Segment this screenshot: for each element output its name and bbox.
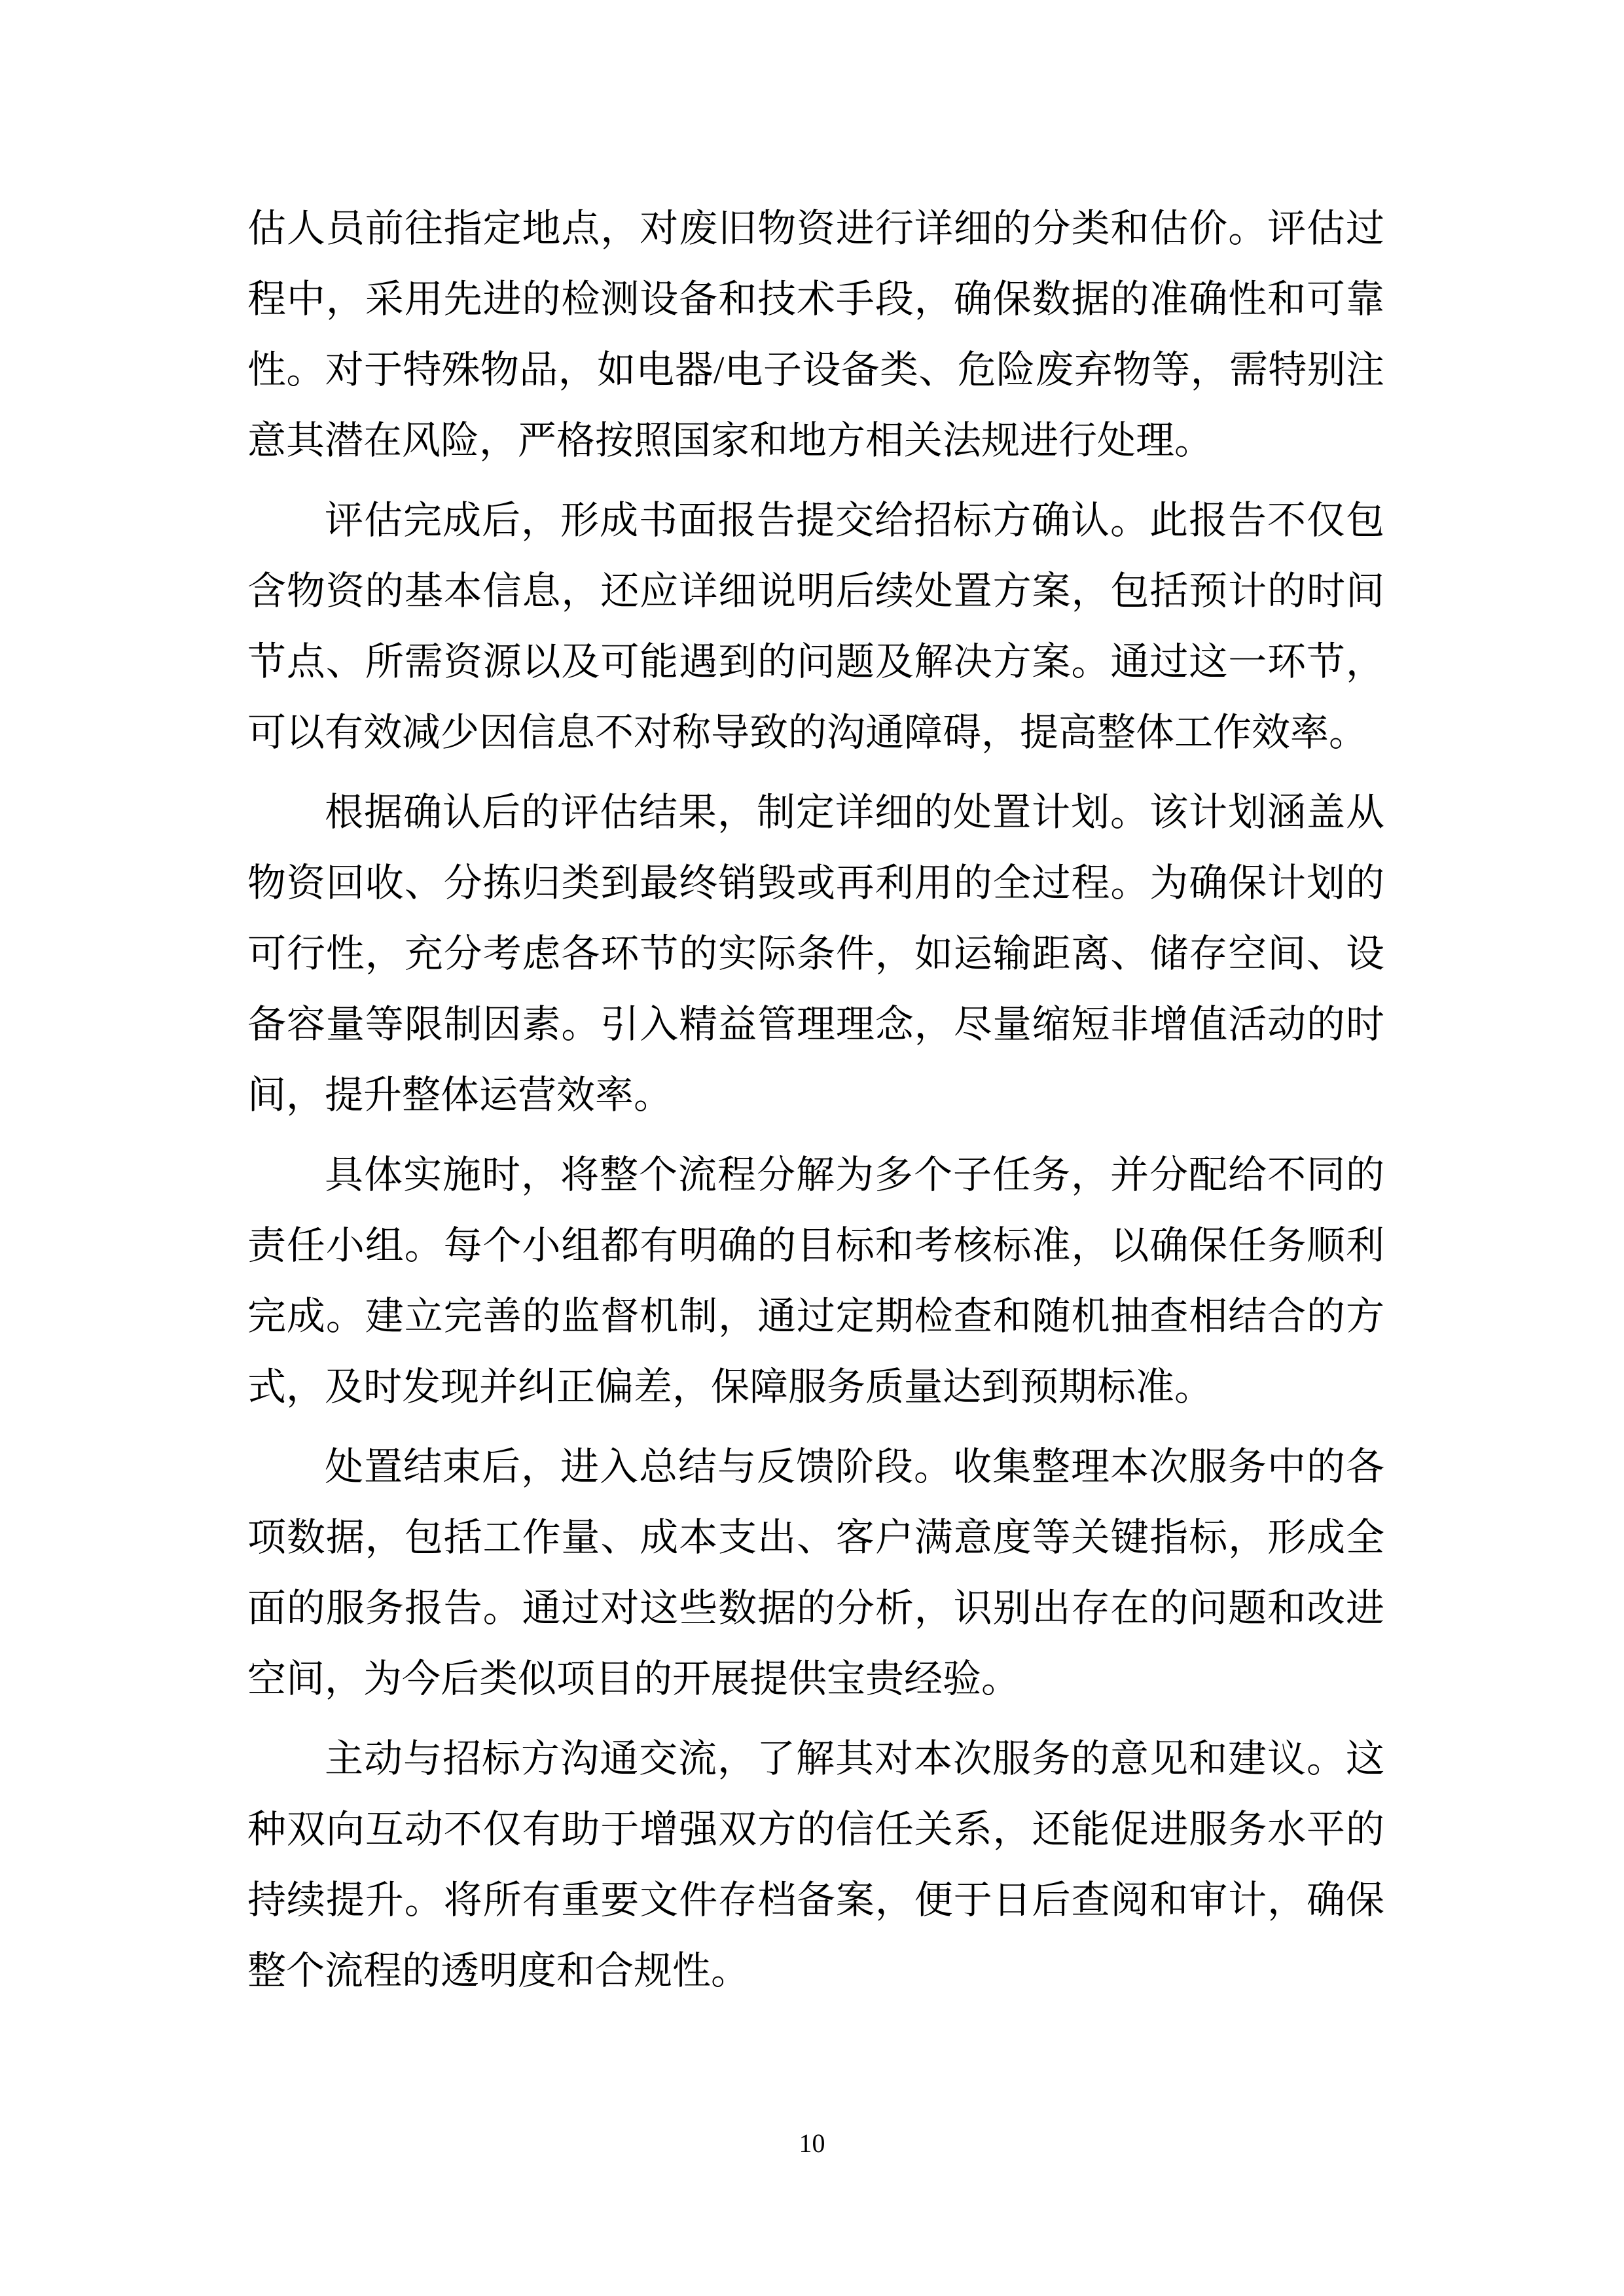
paragraph [247, 193, 1384, 476]
paragraph [247, 1431, 1384, 1714]
text-line: 可以有效减少因信息不对称导致的沟通障碍，提高整体工作效率。 [247, 711, 1368, 754]
text-line: 整个流程的透明度和合规性。 [247, 1949, 750, 1992]
text-line: 物资回收、分拣归类到最终销毁或再利用的全过程。为确保计划的 [247, 861, 1384, 905]
text-line: 评估完成后，形成书面报告提交给招标方确认。此报告不仅包 [325, 499, 1384, 542]
text-line: 式，及时发现并纠正偏差，保障服务质量达到预期标准。 [247, 1365, 1214, 1408]
document-body [247, 193, 1384, 2006]
text-line: 完成。建立完善的监督机制，通过定期检查和随机抽查相结合的方 [247, 1295, 1384, 1338]
text-line: 根据确认后的评估结果，制定详细的处置计划。该计划涵盖从 [325, 791, 1384, 834]
text-line: 项数据，包括工作量、成本支出、客户满意度等关键指标，形成全 [247, 1516, 1384, 1559]
paragraph [247, 1139, 1384, 1422]
text-line: 处置结束后，进入总结与反馈阶段。收集整理本次服务中的各 [325, 1445, 1384, 1488]
text-line: 间，提升整体运营效率。 [247, 1073, 673, 1117]
text-line: 程中，采用先进的检测设备和技术手段，确保数据的准确性和可靠 [247, 278, 1384, 321]
text-line: 持续提升。将所有重要文件存档备案，便于日后查阅和审计，确保 [247, 1878, 1384, 1922]
text-line: 面的服务报告。通过对这些数据的分析，识别出存在的问题和改进 [247, 1587, 1384, 1630]
text-line: 节点、所需资源以及可能遇到的问题及解决方案。通过这一环节， [247, 640, 1384, 683]
paragraph [247, 777, 1384, 1130]
text-line: 空间，为今后类似项目的开展提供宝贵经验。 [247, 1657, 1020, 1700]
text-line: 含物资的基本信息，还应详细说明后续处置方案，包括预计的时间 [247, 569, 1384, 613]
text-line: 具体实施时，将整个流程分解为多个子任务，并分配给不同的 [325, 1153, 1384, 1196]
text-line: 主动与招标方沟通交流，了解其对本次服务的意见和建议。这 [325, 1737, 1384, 1780]
paragraph [247, 1723, 1384, 2006]
text-line: 责任小组。每个小组都有明确的目标和考核标准，以确保任务顺利 [247, 1224, 1384, 1267]
text-line: 可行性，充分考虑各环节的实际条件，如运输距离、储存空间、设 [247, 932, 1384, 975]
text-line: 种双向互动不仅有助于增强双方的信任关系，还能促进服务水平的 [247, 1808, 1384, 1851]
text-line: 估人员前往指定地点，对废旧物资进行详细的分类和估价。评估过 [247, 207, 1384, 250]
paragraph [247, 485, 1384, 768]
page-number: 10 [799, 2128, 825, 2158]
text-line: 意其潜在风险，严格按照国家和地方相关法规进行处理。 [247, 419, 1214, 462]
text-line: 性。对于特殊物品，如电器/电子设备类、危险废弃物等，需特别注 [247, 348, 1384, 391]
text-line: 备容量等限制因素。引入精益管理理念，尽量缩短非增值活动的时 [247, 1003, 1384, 1046]
